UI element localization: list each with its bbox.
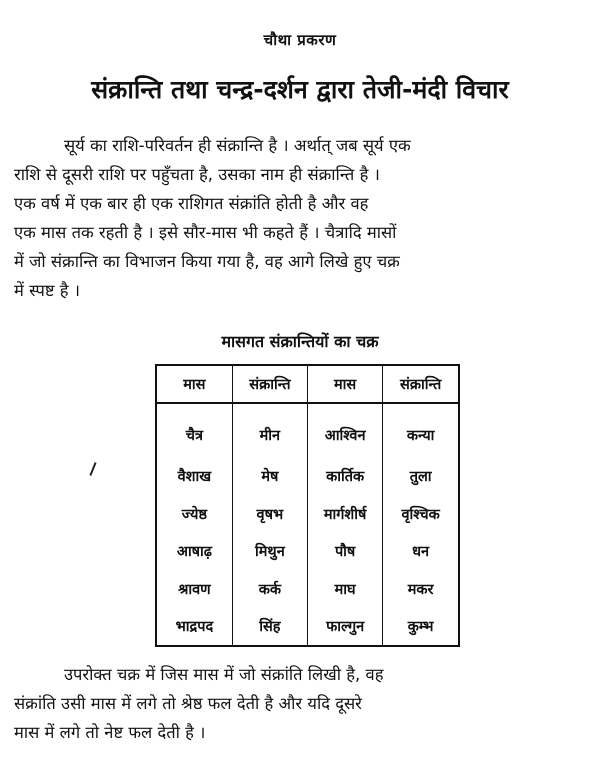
table-cell: सिंह — [232, 607, 307, 645]
table-cell: मेष — [232, 457, 307, 495]
table-row — [157, 457, 458, 495]
table-cell: पौष — [308, 532, 383, 570]
table-row — [157, 607, 458, 645]
intro-paragraph — [14, 131, 588, 305]
paragraph-line: उपरोक्त चक्र में जिस मास में जो संक्रांति लिखी है, वह — [64, 665, 384, 684]
table-row — [157, 403, 458, 457]
column-header: मास — [308, 366, 383, 403]
table-cell: वैशाख — [157, 457, 232, 495]
table-cell: मकर — [407, 581, 434, 598]
column-header: संक्रान्ति — [232, 366, 307, 403]
paragraph-line: राशि से दूसरी राशि पर पहुँचता है, उसका नाम ही संक्रान्ति है । — [14, 165, 380, 184]
table-cell: कन्या — [406, 427, 435, 444]
paragraph-line: एक वर्ष में एक बार ही एक राशिगत संक्रांति होती है और वह — [14, 194, 369, 213]
table-cell: तुला — [409, 469, 432, 486]
table-cell: फाल्गुन — [308, 607, 383, 645]
page-title: संक्रान्ति तथा चन्द्र-दर्शन द्वारा तेजी-मंदी विचार — [91, 75, 509, 104]
closing-paragraph — [14, 660, 588, 747]
table-cell: मीन — [232, 403, 307, 457]
table-cell: श्रावण — [157, 570, 232, 608]
table-cell: धन — [412, 544, 430, 561]
column-header: संक्रान्ति — [383, 366, 458, 403]
table-title: मासगत संक्रान्तियों का चक्र — [221, 332, 379, 351]
paragraph-line: में स्पष्ट है । — [14, 281, 81, 300]
table-cell: कार्तिक — [308, 457, 383, 495]
table-cell: माघ — [308, 570, 383, 608]
table-row — [157, 495, 458, 533]
table-cell: कर्क — [232, 570, 307, 608]
table-cell: भाद्रपद — [157, 607, 232, 645]
table-row — [157, 532, 458, 570]
table-cell: आषाढ़ — [157, 532, 232, 570]
chapter-heading: चौथा प्रकरण — [263, 31, 337, 49]
table-cell: मिथुन — [232, 532, 307, 570]
table-cell: चैत्र — [157, 403, 232, 457]
table-cell: ज्येष्ठ — [157, 495, 232, 533]
table-cell: आश्विन — [308, 403, 383, 457]
stray-ink-mark — [89, 462, 96, 476]
table-cell: वृषभ — [232, 495, 307, 533]
paragraph-line: में जो संक्रान्ति का विभाजन किया गया है, वह आगे लिखे हुए चक्र — [14, 252, 400, 271]
paragraph-line: मास में लगे तो नेष्ट फल देती है । — [14, 723, 206, 742]
column-header: मास — [157, 366, 232, 403]
table-row — [157, 570, 458, 608]
paragraph-line: सूर्य का राशि-परिवर्तन ही संक्रान्ति है । अर्थात् जब सूर्य एक — [64, 136, 411, 155]
table-cell: कुम्भ — [407, 619, 434, 636]
sankranti-table — [155, 364, 460, 647]
paragraph-line: एक मास तक रहती है । इसे सौर-मास भी कहते हैं । चैत्रादि मासों — [14, 223, 397, 242]
table-header-row — [157, 366, 458, 403]
table-cell: वृश्चिक — [401, 506, 440, 523]
paragraph-line: संक्रांति उसी मास में लगे तो श्रेष्ठ फल देती है और यदि दूसरे — [14, 694, 362, 713]
table-cell: मार्गशीर्ष — [308, 495, 383, 533]
